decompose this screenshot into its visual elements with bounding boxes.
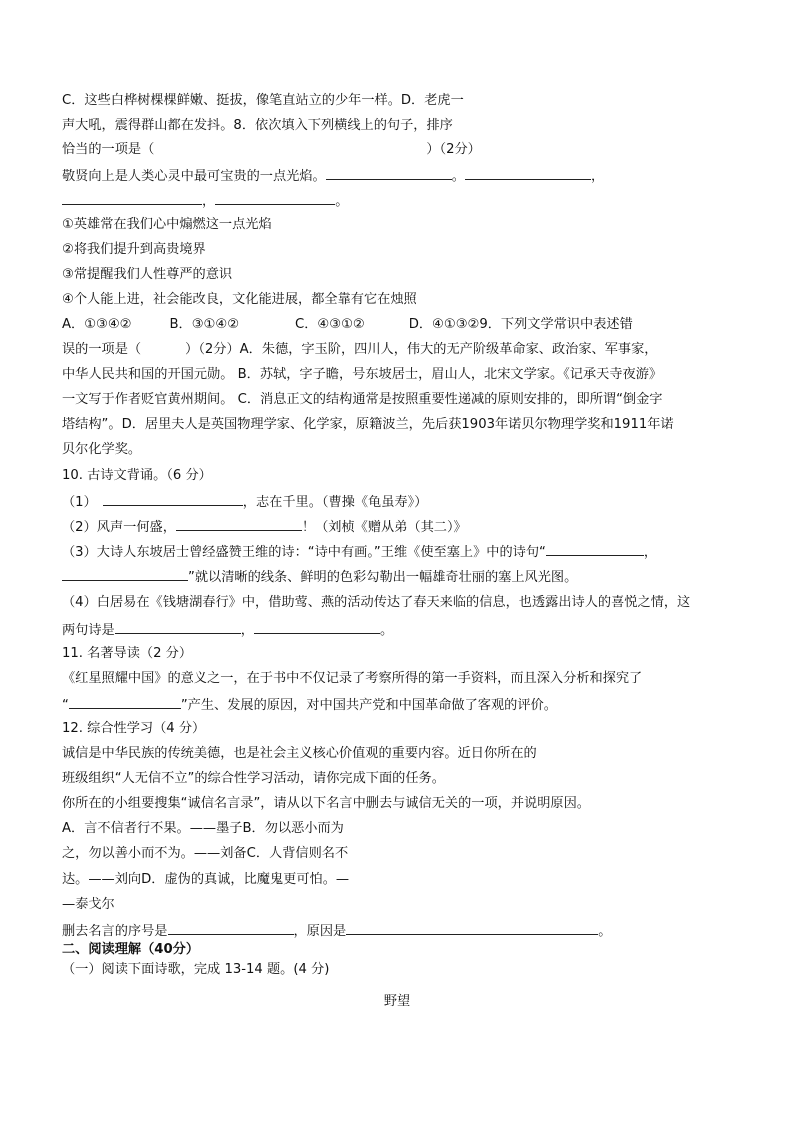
text-line: [62, 567, 577, 587]
text-fragment: 恰当的一项是（: [62, 142, 155, 157]
blank-line: [346, 921, 598, 935]
text-line: ①英雄常在我们心中煽燃这一点光焰: [62, 217, 272, 232]
text-fragment: ）（2分）A．朱德，字玉阶，四川人，伟大的无产阶级革命家、政治家、军事家，: [185, 342, 658, 357]
text-fragment: （3）大诗人东坡居士曾经盛赞王维的诗：“诗中有画。”王维《使至塞上》中的诗句“: [62, 545, 546, 560]
text-fragment: ，: [202, 194, 216, 209]
blank-line: [326, 166, 452, 180]
text-fragment: ，: [240, 623, 254, 638]
text-fragment: 。: [598, 924, 612, 939]
blank-line: [168, 921, 294, 935]
blank-line: [254, 620, 380, 634]
text-fragment: ，原因是: [293, 924, 347, 939]
text-line: [62, 492, 427, 512]
text-fragment: ”就以清晰的线条、鲜明的色彩勾勒出一幅雄奇壮丽的塞上风光图。: [188, 570, 578, 585]
text-line: C．这些白桦树棵棵鲜嫩、挺拔，像笔直站立的少年一样。D．老虎一: [62, 93, 464, 108]
blank-line: [62, 567, 188, 581]
text-fragment: ，: [643, 545, 658, 560]
text-line: 一文写于作者贬官黄州期间。 C．消息正文的结构通常是按照重要性递减的原则安排的，即所谓“倒金字: [62, 392, 663, 407]
blank-line: [546, 542, 644, 556]
option-d: D．④①③②9．下列文学常识中表述错: [408, 317, 633, 332]
text-line: [62, 316, 633, 334]
section-heading: 二、阅读理解（40分）: [62, 942, 200, 957]
text-fragment: ”产生、发展的原因，对中国共产党和中国革命做了客观的评价。: [180, 698, 557, 713]
text-fragment: 误的一项是（: [62, 342, 142, 357]
text-line: [62, 517, 467, 537]
text-fragment: 。: [335, 194, 349, 209]
blank-line: [69, 695, 181, 709]
text-line: 贝尔化学奖。: [62, 442, 142, 457]
poem-title: 野望: [383, 994, 411, 1009]
text-line: [62, 921, 611, 941]
text-line: 之，勿以善小而不为。——刘备C．人背信则名不: [62, 846, 349, 861]
blank-line: [465, 166, 591, 180]
text-fragment: ！（刘桢《赠从弟（其二）》: [301, 520, 467, 535]
text-fragment: ）（2分）: [426, 142, 481, 157]
text-line: [62, 695, 557, 715]
blank-line: [62, 191, 202, 205]
text-line: A．言不信者行不果。——墨子B．勿以恶小而为: [62, 821, 344, 836]
text-fragment: （1）: [62, 495, 97, 510]
question-heading: 12. 综合性学习（4 分）: [62, 721, 206, 736]
text-line: 《红星照耀中国》的意义之一，在于书中不仅记录了考察所得的第一手资料，而且深入分析和探究了: [62, 671, 643, 686]
text-line: [62, 191, 348, 211]
text-line: [62, 341, 658, 359]
option-b: B．③①④②: [169, 317, 240, 332]
text-line: —泰戈尔: [62, 897, 115, 912]
text-line: 中华人民共和国的开国元勋。 B．苏轼，字子瞻，号东坡居士，眉山人，北宋文学家。《记承天寺夜游》: [62, 367, 663, 382]
option-a: A．①③④②: [62, 317, 132, 332]
text-fragment: ，: [590, 169, 605, 184]
text-fragment: 删去名言的序号是: [62, 924, 168, 939]
text-line: 声大吼，震得群山都在发抖。8．依次填入下列横线上的句子，排序: [62, 118, 453, 133]
blank-line: [215, 191, 335, 205]
text-line: 班级组织“人无信不立”的综合性学习活动，请你完成下面的任务。: [62, 771, 445, 786]
text-fragment: 敬贤向上是人类心灵中最可宝贵的一点光焰。: [62, 169, 326, 184]
text-line: [62, 166, 604, 186]
text-line: [62, 542, 657, 562]
text-line: ②将我们提升到高贵境界: [62, 242, 206, 257]
text-fragment: 。: [379, 623, 394, 638]
question-heading: 10. 古诗文背诵。（6 分）: [62, 468, 212, 483]
text-fragment: ，志在千里。（曹操《龟虽寿》）: [242, 495, 428, 510]
option-c: C．④③①②: [295, 317, 365, 332]
text-line: [62, 620, 393, 640]
text-line: [62, 141, 481, 159]
question-heading: 11. 名著导读（2 分）: [62, 646, 193, 661]
text-line: ③常提醒我们人性尊严的意识: [62, 267, 233, 282]
blank-line: [103, 492, 243, 506]
text-fragment: “: [62, 698, 69, 713]
text-line: ④个人能上进，社会能改良，文化能进展，都全靠有它在烛照: [62, 292, 417, 307]
text-fragment: 两句诗是: [62, 623, 115, 638]
text-fragment: （2）风声一何盛，: [62, 520, 176, 535]
text-line: 塔结构”。D．居里夫人是英国物理学家、化学家，原籍波兰，先后获1903年诺贝尔物理学奖和1911年诺: [62, 417, 674, 432]
text-fragment: 。: [451, 169, 465, 184]
blank-line: [115, 620, 241, 634]
text-line: 诚信是中华民族的传统美德，也是社会主义核心价值观的重要内容。近日你所在的: [62, 746, 537, 761]
text-line: 你所在的小组要搜集“诚信名言录”，请从以下名言中删去与诚信无关的一项，并说明原因。: [62, 796, 590, 811]
text-line: （4）白居易在《钱塘湖春行》中，借助莺、燕的活动传达了春天来临的信息，也透露出诗人的喜悦之情，这: [62, 595, 691, 610]
text-line: （一）阅读下面诗歌，完成 13-14 题。(4 分): [62, 962, 330, 977]
text-line: 达。——刘向D．虚伪的真诚，比魔鬼更可怕。—: [62, 872, 350, 887]
blank-line: [176, 517, 302, 531]
